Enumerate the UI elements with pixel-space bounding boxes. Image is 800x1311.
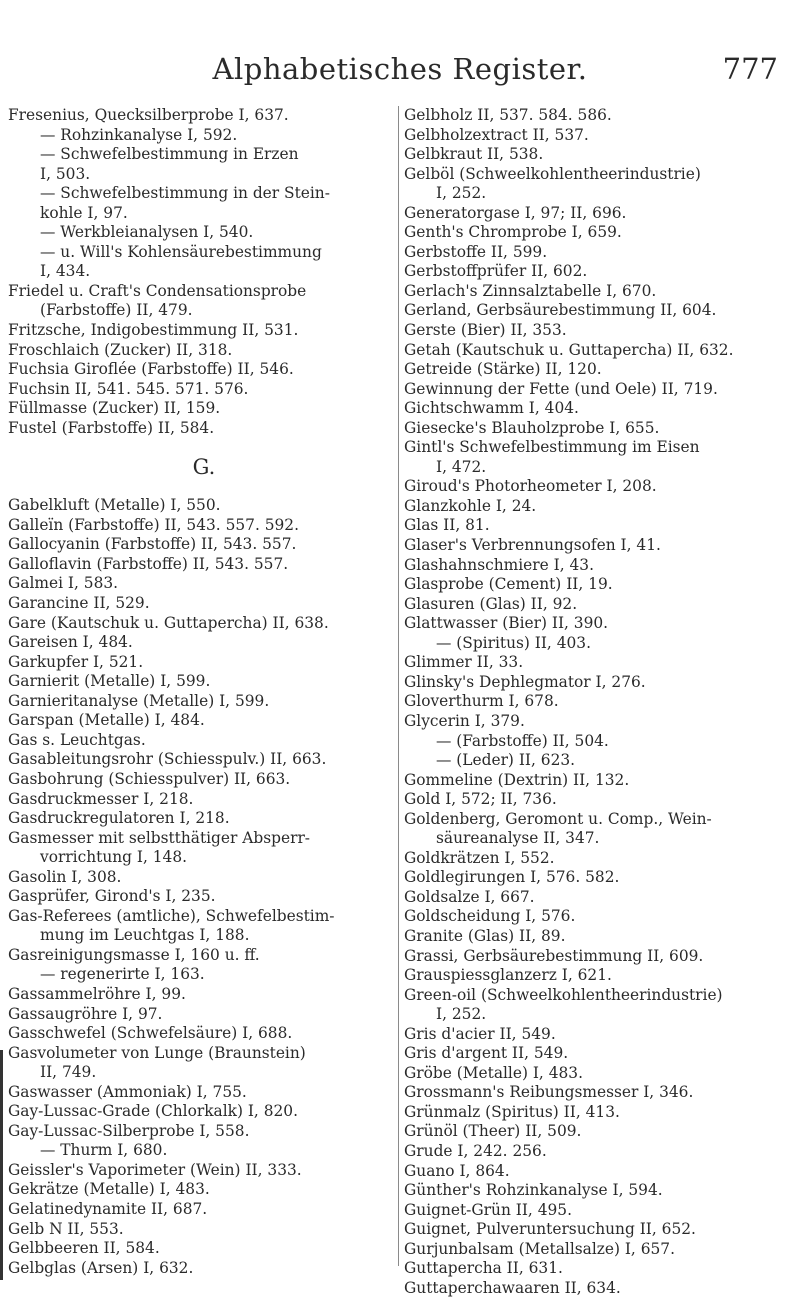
index-column-right	[404, 106, 794, 1298]
index-entry: Grude I, 242. 256.	[404, 1141, 547, 1160]
index-entry: Gasreinigungsmasse I, 160 u. ff.	[8, 945, 260, 964]
index-entry: Goldkrätzen I, 552.	[404, 848, 555, 867]
index-entry: Glinsky's Dephlegmator I, 276.	[404, 672, 646, 691]
index-entry: Gommeline (Dextrin) II, 132.	[404, 770, 630, 789]
index-entry: Gassammelröhre I, 99.	[8, 984, 186, 1003]
scan-edge-mark	[0, 1050, 3, 1280]
index-entry: Green-oil (Schweelkohlentheerindustrie)	[404, 985, 723, 1004]
index-entry: Giroud's Photorheometer I, 208.	[404, 477, 657, 496]
index-entry: Goldlegirungen I, 576. 582.	[404, 868, 620, 887]
index-entry: Gerste (Bier) II, 353.	[404, 321, 567, 340]
index-entry: Gabelkluft (Metalle) I, 550.	[8, 496, 221, 515]
page-number: 777	[722, 52, 778, 86]
index-subentry: — (Spiritus) II, 403.	[436, 633, 591, 652]
index-entry: Füllmasse (Zucker) II, 159.	[8, 399, 221, 418]
index-entry: Gewinnung der Fette (und Oele) II, 719.	[404, 379, 718, 398]
index-entry: Fritzsche, Indigobestimmung II, 531.	[8, 321, 299, 340]
page-title: Alphabetisches Register.	[212, 52, 588, 86]
index-entry: Friedel u. Craft's Condensationsprobe	[8, 281, 307, 300]
index-entry: Gasschwefel (Schwefelsäure) I, 688.	[8, 1024, 293, 1043]
index-continuation: (Farbstoffe) II, 479.	[40, 301, 193, 320]
index-entry: Gasmesser mit selbstthätiger Absperr-	[8, 828, 311, 847]
index-continuation: mung im Leuchtgas I, 188.	[40, 926, 250, 945]
index-entry: Getreide (Stärke) II, 120.	[404, 360, 602, 379]
index-entry: Gintl's Schwefelbestimmung im Eisen	[404, 438, 700, 457]
index-entry: Gasvolumeter von Lunge (Braunstein)	[8, 1043, 306, 1062]
index-entry: Gasprüfer, Girond's I, 235.	[8, 887, 216, 906]
index-entry: Gris d'argent II, 549.	[404, 1044, 569, 1063]
index-entry: Gelatinedynamite II, 687.	[8, 1199, 208, 1218]
index-continuation: vorrichtung I, 148.	[40, 848, 188, 867]
index-entry: Grossmann's Reibungsmesser I, 346.	[404, 1083, 694, 1102]
index-subentry: — regenerirte I, 163.	[40, 965, 205, 984]
index-entry: Goldsalze I, 667.	[404, 887, 535, 906]
index-entry: Gay-Lussac-Silberprobe I, 558.	[8, 1121, 250, 1140]
index-entry: Gasdruckmesser I, 218.	[8, 789, 194, 808]
index-entry: Gelbkraut II, 538.	[404, 145, 544, 164]
index-entry: Galleïn (Farbstoffe) II, 543. 557. 592.	[8, 515, 299, 534]
index-entry: Goldenberg, Geromont u. Comp., Wein-	[404, 809, 712, 828]
index-continuation: II, 749.	[40, 1063, 97, 1082]
index-entry: Fustel (Farbstoffe) II, 584.	[8, 418, 215, 437]
index-entry: Gerland, Gerbsäurebestimmung II, 604.	[404, 301, 717, 320]
index-entry: Galloflavin (Farbstoffe) II, 543. 557.	[8, 554, 289, 573]
index-entry: Gelb N II, 553.	[8, 1219, 124, 1238]
index-entry: Generatorgase I, 97; II, 696.	[404, 203, 627, 222]
index-entry: Gold I, 572; II, 736.	[404, 790, 557, 809]
index-entry: Glaser's Verbrennungsofen I, 41.	[404, 536, 661, 555]
index-subentry: — (Leder) II, 623.	[436, 751, 576, 770]
index-subentry: — Thurm I, 680.	[40, 1141, 168, 1160]
index-entry: Günther's Rohzinkanalyse I, 594.	[404, 1181, 663, 1200]
index-entry: Grassi, Gerbsäurebestimmung II, 609.	[404, 946, 704, 965]
index-entry: Gekrätze (Metalle) I, 483.	[8, 1180, 210, 1199]
index-entry: Gurjunbalsam (Metallsalze) I, 657.	[404, 1239, 675, 1258]
index-subentry: — Schwefelbestimmung in der Stein-	[40, 184, 330, 203]
index-entry: Gaswasser (Ammoniak) I, 755.	[8, 1082, 247, 1101]
index-entry: Getah (Kautschuk u. Guttapercha) II, 632.	[404, 340, 734, 359]
index-continuation: I, 434.	[40, 262, 91, 281]
index-entry: Gerbstoffe II, 599.	[404, 242, 548, 261]
index-entry: Gasolin I, 308.	[8, 867, 122, 886]
index-entry: Gassaugröhre I, 97.	[8, 1004, 163, 1023]
index-entry: Gichtschwamm I, 404.	[404, 399, 579, 418]
index-entry: Glasuren (Glas) II, 92.	[404, 594, 578, 613]
index-entry: Gasableitungsrohr (Schiesspulv.) II, 663.	[8, 750, 327, 769]
index-entry: Glanzkohle I, 24.	[404, 496, 537, 515]
index-entry: Glimmer II, 33.	[404, 653, 524, 672]
section-letter-g: G.	[192, 455, 216, 480]
index-continuation: säureanalyse II, 347.	[436, 829, 600, 848]
index-entry: Genth's Chromprobe I, 659.	[404, 223, 622, 242]
index-entry: Glasprobe (Cement) II, 19.	[404, 575, 613, 594]
index-entry: Guignet-Grün II, 495.	[404, 1200, 572, 1219]
index-entry: Grünmalz (Spiritus) II, 413.	[404, 1102, 620, 1121]
index-entry: Gelbglas (Arsen) I, 632.	[8, 1258, 194, 1277]
index-entry: Garkupfer I, 521.	[8, 652, 144, 671]
index-entry: Galmei I, 583.	[8, 574, 119, 593]
index-entry: Gröbe (Metalle) I, 483.	[404, 1063, 583, 1082]
index-continuation: I, 252.	[436, 1005, 487, 1024]
index-entry: Giesecke's Blauholzprobe I, 655.	[404, 418, 660, 437]
index-entry: Gerbstoffprüfer II, 602.	[404, 262, 588, 281]
index-entry: Grünöl (Theer) II, 509.	[404, 1122, 582, 1141]
index-entry: Gelböl (Schweelkohlentheerindustrie)	[404, 164, 701, 183]
index-subentry: — Schwefelbestimmung in Erzen	[40, 145, 299, 164]
index-entry: Garnieritanalyse (Metalle) I, 599.	[8, 691, 270, 710]
index-continuation: I, 252.	[436, 184, 487, 203]
index-subentry: — (Farbstoffe) II, 504.	[436, 731, 609, 750]
index-entry: Gloverthurm I, 678.	[404, 692, 559, 711]
index-entry: Gallocyanin (Farbstoffe) II, 543. 557.	[8, 535, 297, 554]
index-entry: Glattwasser (Bier) II, 390.	[404, 614, 609, 633]
index-entry: Gasdruckregulatoren I, 218.	[8, 809, 230, 828]
index-entry: Gelbbeeren II, 584.	[8, 1239, 160, 1258]
index-entry: Garspan (Metalle) I, 484.	[8, 711, 205, 730]
index-entry: Fuchsin II, 541. 545. 571. 576.	[8, 379, 249, 398]
index-entry: Guano I, 864.	[404, 1161, 510, 1180]
index-entry: Gay-Lussac-Grade (Chlorkalk) I, 820.	[8, 1102, 298, 1121]
index-entry: Geissler's Vaporimeter (Wein) II, 333.	[8, 1160, 302, 1179]
index-entry: Gelbholz II, 537. 584. 586.	[404, 106, 612, 124]
index-entry: Gas-Referees (amtliche), Schwefelbestim-	[8, 906, 335, 925]
index-entry: Gare (Kautschuk u. Guttapercha) II, 638.	[8, 613, 329, 632]
index-column-left	[8, 106, 400, 1278]
index-entry: Granite (Glas) II, 89.	[404, 926, 566, 945]
index-entry: Fuchsia Giroflée (Farbstoffe) II, 546.	[8, 360, 294, 379]
index-entry: Froschlaich (Zucker) II, 318.	[8, 340, 233, 359]
page-header	[0, 52, 800, 92]
index-continuation: I, 472.	[436, 457, 487, 476]
index-entry: Guttaperchawaaren II, 634.	[404, 1278, 621, 1297]
index-entry: Goldscheidung I, 576.	[404, 907, 576, 926]
index-entry: Gas s. Leuchtgas.	[8, 730, 146, 749]
index-entry: Grauspiessglanzerz I, 621.	[404, 966, 612, 985]
index-subentry: — Rohzinkanalyse I, 592.	[40, 125, 238, 144]
index-entry: Glashahnschmiere I, 43.	[404, 555, 594, 574]
index-entry: Gerlach's Zinnsalztabelle I, 670.	[404, 281, 657, 300]
index-subentry: — u. Will's Kohlensäurebestimmung	[40, 242, 322, 261]
index-entry: Gris d'acier II, 549.	[404, 1024, 556, 1043]
index-entry: Guignet, Pulveruntersuchung II, 652.	[404, 1220, 696, 1239]
index-entry: Gareisen I, 484.	[8, 633, 133, 652]
index-entry: Glas II, 81.	[404, 516, 490, 535]
index-subentry: — Werkbleianalysen I, 540.	[40, 223, 254, 242]
index-entry: Gasbohrung (Schiesspulver) II, 663.	[8, 769, 291, 788]
index-entry: Guttapercha II, 631.	[404, 1259, 563, 1278]
index-continuation: I, 503.	[40, 164, 91, 183]
index-continuation: kohle I, 97.	[40, 203, 128, 222]
index-entry: Fresenius, Quecksilberprobe I, 637.	[8, 106, 289, 124]
index-entry: Garnierit (Metalle) I, 599.	[8, 672, 211, 691]
index-entry: Garancine II, 529.	[8, 594, 150, 613]
index-entry: Glycerin I, 379.	[404, 711, 525, 730]
index-entry: Gelbholzextract II, 537.	[404, 125, 589, 144]
